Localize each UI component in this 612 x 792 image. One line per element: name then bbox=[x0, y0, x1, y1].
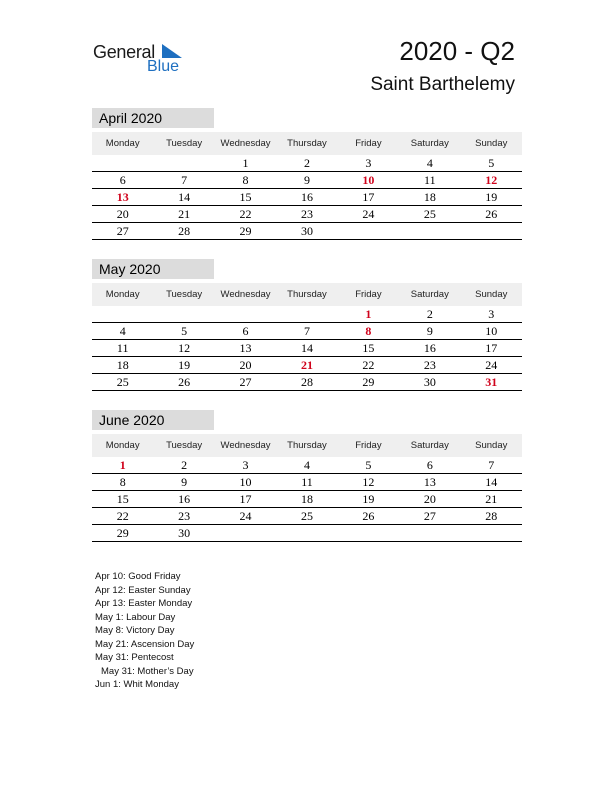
day-cell: 19 bbox=[338, 491, 399, 508]
day-cell: 3 bbox=[338, 155, 399, 172]
week-row bbox=[92, 189, 522, 206]
holiday-note: Apr 10: Good Friday bbox=[95, 571, 181, 582]
logo-text-general: General bbox=[93, 42, 155, 62]
day-cell: 29 bbox=[338, 374, 399, 391]
generalblue-logo bbox=[93, 42, 193, 78]
day-cell: 3 bbox=[215, 457, 276, 474]
day-cell: 18 bbox=[276, 491, 337, 508]
logo-triangle-icon bbox=[162, 44, 182, 58]
empty-day-cell bbox=[153, 306, 214, 323]
day-cell: 10 bbox=[215, 474, 276, 491]
day-cell: 2 bbox=[276, 155, 337, 172]
day-cell: 1 bbox=[92, 457, 153, 474]
day-cell: 25 bbox=[399, 206, 460, 223]
day-cell: 24 bbox=[215, 508, 276, 525]
day-cell: 31 bbox=[461, 374, 522, 391]
weekday-header: Wednesday bbox=[215, 283, 276, 306]
holiday-note: May 1: Labour Day bbox=[95, 611, 176, 623]
day-cell: 19 bbox=[153, 357, 214, 374]
week-row bbox=[92, 306, 522, 323]
calendar-grid bbox=[92, 283, 522, 391]
week-row bbox=[92, 474, 522, 491]
weekday-header: Thursday bbox=[276, 283, 337, 306]
weekday-header: Sunday bbox=[461, 434, 522, 457]
day-cell: 22 bbox=[338, 357, 399, 374]
day-cell: 4 bbox=[92, 323, 153, 340]
day-cell: 22 bbox=[215, 206, 276, 223]
weekday-header: Saturday bbox=[399, 283, 460, 306]
week-row bbox=[92, 491, 522, 508]
day-cell: 26 bbox=[338, 508, 399, 525]
day-cell: 7 bbox=[153, 172, 214, 189]
day-cell: 8 bbox=[92, 474, 153, 491]
month-label: April 2020 bbox=[92, 108, 214, 128]
empty-day-cell bbox=[338, 223, 399, 240]
logo-text-blue: Blue bbox=[147, 58, 180, 75]
day-cell: 16 bbox=[276, 189, 337, 206]
day-cell: 19 bbox=[461, 189, 522, 206]
day-cell: 9 bbox=[153, 474, 214, 491]
day-cell: 26 bbox=[461, 206, 522, 223]
empty-day-cell bbox=[461, 525, 522, 542]
day-cell: 25 bbox=[92, 374, 153, 391]
day-cell: 17 bbox=[461, 340, 522, 357]
day-cell: 20 bbox=[215, 357, 276, 374]
day-cell: 10 bbox=[338, 172, 399, 189]
month-april bbox=[92, 108, 522, 240]
day-cell: 24 bbox=[338, 206, 399, 223]
day-cell: 28 bbox=[276, 374, 337, 391]
day-cell: 30 bbox=[276, 223, 337, 240]
weekday-header: Tuesday bbox=[153, 132, 214, 155]
day-cell: 28 bbox=[461, 508, 522, 525]
week-row bbox=[92, 525, 522, 542]
day-cell: 10 bbox=[461, 323, 522, 340]
day-cell: 22 bbox=[92, 508, 153, 525]
day-cell: 27 bbox=[399, 508, 460, 525]
calendar-grid bbox=[92, 434, 522, 542]
day-cell: 5 bbox=[338, 457, 399, 474]
day-cell: 20 bbox=[92, 206, 153, 223]
day-cell: 27 bbox=[92, 223, 153, 240]
day-cell: 21 bbox=[461, 491, 522, 508]
holiday-note: Apr 12: Easter Sunday bbox=[95, 584, 191, 596]
empty-day-cell bbox=[92, 306, 153, 323]
weekday-header: Monday bbox=[92, 434, 153, 457]
week-row bbox=[92, 323, 522, 340]
day-cell: 30 bbox=[399, 374, 460, 391]
day-cell: 1 bbox=[338, 306, 399, 323]
day-cell: 2 bbox=[153, 457, 214, 474]
day-cell: 7 bbox=[461, 457, 522, 474]
day-cell: 18 bbox=[92, 357, 153, 374]
day-cell: 6 bbox=[215, 323, 276, 340]
day-cell: 17 bbox=[215, 491, 276, 508]
day-cell: 27 bbox=[215, 374, 276, 391]
day-cell: 12 bbox=[153, 340, 214, 357]
day-cell: 8 bbox=[215, 172, 276, 189]
day-cell: 13 bbox=[92, 189, 153, 206]
day-cell: 23 bbox=[153, 508, 214, 525]
day-cell: 15 bbox=[92, 491, 153, 508]
day-cell: 1 bbox=[215, 155, 276, 172]
country-name: Saint Barthelemy bbox=[370, 74, 515, 95]
day-cell: 29 bbox=[92, 525, 153, 542]
day-cell: 15 bbox=[338, 340, 399, 357]
day-cell: 7 bbox=[276, 323, 337, 340]
month-label: June 2020 bbox=[92, 410, 214, 430]
weekday-header: Thursday bbox=[276, 434, 337, 457]
holiday-note: Apr 13: Easter Monday bbox=[95, 598, 193, 609]
day-cell: 5 bbox=[461, 155, 522, 172]
weekday-header: Friday bbox=[338, 434, 399, 457]
week-row bbox=[92, 172, 522, 189]
day-cell: 29 bbox=[215, 223, 276, 240]
weekday-header: Monday bbox=[92, 132, 153, 155]
day-cell: 4 bbox=[399, 155, 460, 172]
holiday-note: May 8: Victory Day bbox=[95, 625, 175, 636]
weekday-header: Saturday bbox=[399, 434, 460, 457]
weekday-header: Sunday bbox=[461, 283, 522, 306]
day-cell: 17 bbox=[338, 189, 399, 206]
day-cell: 16 bbox=[153, 491, 214, 508]
day-cell: 3 bbox=[461, 306, 522, 323]
day-cell: 18 bbox=[399, 189, 460, 206]
day-cell: 16 bbox=[399, 340, 460, 357]
day-cell: 14 bbox=[461, 474, 522, 491]
empty-day-cell bbox=[461, 223, 522, 240]
weekday-header: Tuesday bbox=[153, 283, 214, 306]
holiday-note: Jun 1: Whit Monday bbox=[95, 679, 179, 690]
day-cell: 11 bbox=[92, 340, 153, 357]
weekday-header-row bbox=[92, 283, 522, 306]
day-cell: 11 bbox=[399, 172, 460, 189]
day-cell: 14 bbox=[153, 189, 214, 206]
day-cell: 23 bbox=[399, 357, 460, 374]
week-row bbox=[92, 155, 522, 172]
weekday-header-row bbox=[92, 434, 522, 457]
calendar-grid bbox=[92, 132, 522, 240]
empty-day-cell bbox=[338, 525, 399, 542]
week-row bbox=[92, 357, 522, 374]
holiday-note: May 31: Mother’s Day bbox=[101, 665, 194, 677]
empty-day-cell bbox=[399, 223, 460, 240]
weekday-header: Wednesday bbox=[215, 434, 276, 457]
day-cell: 15 bbox=[215, 189, 276, 206]
day-cell: 6 bbox=[92, 172, 153, 189]
day-cell: 25 bbox=[276, 508, 337, 525]
holiday-note: May 21: Ascension Day bbox=[95, 638, 195, 650]
day-cell: 20 bbox=[399, 491, 460, 508]
week-row bbox=[92, 206, 522, 223]
day-cell: 9 bbox=[276, 172, 337, 189]
day-cell: 12 bbox=[338, 474, 399, 491]
empty-day-cell bbox=[276, 525, 337, 542]
weekday-header: Friday bbox=[338, 283, 399, 306]
day-cell: 24 bbox=[461, 357, 522, 374]
day-cell: 12 bbox=[461, 172, 522, 189]
week-row bbox=[92, 340, 522, 357]
holiday-notes bbox=[95, 570, 194, 692]
page-title: 2020 - Q2 bbox=[399, 36, 515, 66]
empty-day-cell bbox=[276, 306, 337, 323]
day-cell: 28 bbox=[153, 223, 214, 240]
day-cell: 23 bbox=[276, 206, 337, 223]
day-cell: 13 bbox=[399, 474, 460, 491]
weekday-header: Thursday bbox=[276, 132, 337, 155]
weekday-header: Monday bbox=[92, 283, 153, 306]
empty-day-cell bbox=[399, 525, 460, 542]
day-cell: 2 bbox=[399, 306, 460, 323]
weekday-header-row bbox=[92, 132, 522, 155]
empty-day-cell bbox=[153, 155, 214, 172]
month-may bbox=[92, 259, 522, 391]
day-cell: 4 bbox=[276, 457, 337, 474]
weekday-header: Wednesday bbox=[215, 132, 276, 155]
weekday-header: Sunday bbox=[461, 132, 522, 155]
day-cell: 13 bbox=[215, 340, 276, 357]
empty-day-cell bbox=[215, 525, 276, 542]
day-cell: 8 bbox=[338, 323, 399, 340]
weekday-header: Tuesday bbox=[153, 434, 214, 457]
holiday-note: May 31: Pentecost bbox=[95, 652, 174, 663]
day-cell: 11 bbox=[276, 474, 337, 491]
month-label: May 2020 bbox=[92, 259, 214, 279]
day-cell: 21 bbox=[153, 206, 214, 223]
weekday-header: Friday bbox=[338, 132, 399, 155]
weekday-header: Saturday bbox=[399, 132, 460, 155]
day-cell: 30 bbox=[153, 525, 214, 542]
day-cell: 5 bbox=[153, 323, 214, 340]
week-row bbox=[92, 508, 522, 525]
empty-day-cell bbox=[92, 155, 153, 172]
day-cell: 14 bbox=[276, 340, 337, 357]
week-row bbox=[92, 223, 522, 240]
day-cell: 6 bbox=[399, 457, 460, 474]
day-cell: 9 bbox=[399, 323, 460, 340]
day-cell: 26 bbox=[153, 374, 214, 391]
month-june bbox=[92, 410, 522, 542]
week-row bbox=[92, 374, 522, 391]
empty-day-cell bbox=[215, 306, 276, 323]
week-row bbox=[92, 457, 522, 474]
day-cell: 21 bbox=[276, 357, 337, 374]
